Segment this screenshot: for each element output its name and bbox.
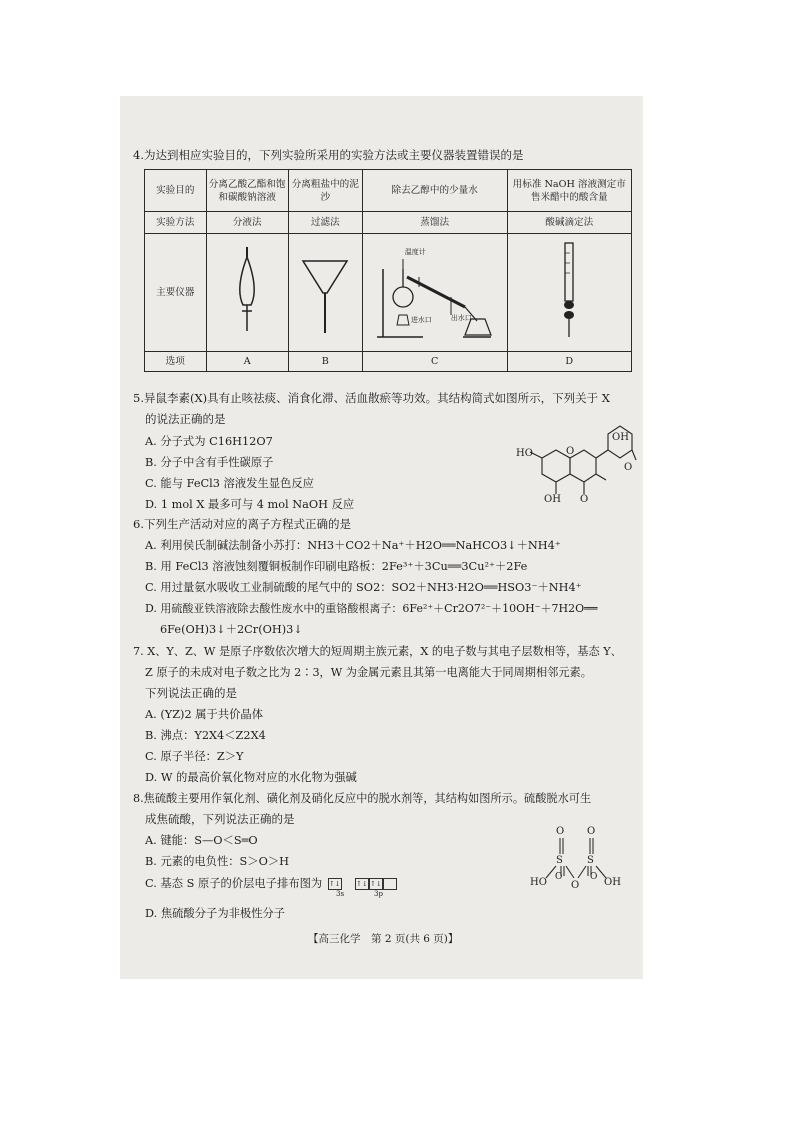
apparatus-b bbox=[288, 234, 362, 352]
q5-option-b: B. 分子中含有手性碳原子 bbox=[145, 456, 274, 469]
pyro-label-o-bridge: O bbox=[571, 880, 580, 891]
q6-stem: 6.下列生产活动对应的离子方程式正确的是 bbox=[133, 517, 351, 531]
purpose-c: 除去乙醇中的少量水 bbox=[362, 170, 507, 212]
row-label-option: 选项 bbox=[145, 352, 207, 372]
q5-option-a: A. 分子式为 C16H12O7 bbox=[145, 435, 273, 448]
q5-stem-line2: 的说法正确的是 bbox=[145, 412, 226, 426]
pyro-label-oh: OH bbox=[604, 877, 621, 888]
struct-label-ho: HO bbox=[516, 448, 533, 459]
q7-option-a: A. (YZ)2 属于共价晶体 bbox=[145, 708, 264, 721]
method-a: 分液法 bbox=[206, 212, 288, 234]
struct-label-o-ketone: O bbox=[580, 494, 589, 505]
q7-stem-line1: 7. X、Y、Z、W 是原子序数依次增大的短周期主族元素，X 的电子数与其电子层数相等，基态 Y、 bbox=[133, 645, 622, 658]
q5-option-c: C. 能与 FeCl3 溶液发生显色反应 bbox=[145, 477, 314, 490]
option-b: B bbox=[288, 352, 362, 372]
q7-option-b: B. 沸点：Y2X4＜Z2X4 bbox=[145, 729, 266, 742]
purpose-b: 分离粗盐中的泥沙 bbox=[288, 170, 362, 212]
struct-label-o-ring: O bbox=[566, 446, 575, 457]
purpose-a: 分离乙酸乙酯和饱和碳酸钠溶液 bbox=[206, 170, 288, 212]
pyro-label-o-bottom-right: O bbox=[590, 872, 598, 882]
pyro-label-o-top-left: O bbox=[556, 826, 565, 837]
pyro-label-o-top-right: O bbox=[587, 826, 596, 837]
struct-label-oh-bottom: OH bbox=[544, 494, 561, 505]
distillation-apparatus-icon bbox=[367, 239, 503, 343]
thermometer-label: 温度计 bbox=[404, 248, 426, 256]
orbital-box-3p-1: ↑↓ bbox=[356, 880, 368, 888]
pyro-label-o-bottom-left: O bbox=[555, 872, 563, 882]
method-d: 酸碱滴定法 bbox=[507, 212, 631, 234]
orbital-box-3p-3 bbox=[383, 878, 397, 890]
method-c: 蒸馏法 bbox=[362, 212, 507, 234]
method-b: 过滤法 bbox=[288, 212, 362, 234]
orbital-label-3p: 3p bbox=[374, 890, 383, 898]
q5-option-d: D. 1 mol X 最多可与 4 mol NaOH 反应 bbox=[145, 498, 355, 511]
q8-option-c bbox=[145, 876, 397, 891]
q8-stem-line2: 成焦硫酸，下列说法正确的是 bbox=[145, 812, 295, 826]
row-label-apparatus: 主要仪器 bbox=[145, 234, 207, 352]
page-footer: 【高三化学 第 2 页(共 6 页)】 bbox=[308, 933, 459, 945]
q4-table bbox=[144, 169, 632, 372]
funnel-icon bbox=[297, 241, 353, 341]
purpose-d: 用标准 NaOH 溶液测定市售米醋中的酸含量 bbox=[507, 170, 631, 212]
row-label-purpose: 实验目的 bbox=[145, 170, 207, 212]
separatory-funnel-icon bbox=[227, 241, 267, 341]
q8-option-b: B. 元素的电负性：S＞O＞H bbox=[145, 855, 290, 868]
orbital-label-3s: 3s bbox=[336, 890, 345, 898]
row-label-method: 实验方法 bbox=[145, 212, 207, 234]
q7-option-d: D. W 的最高价氧化物对应的水化物为强碱 bbox=[145, 771, 357, 784]
q6-option-d-line2: 6Fe(OH)3↓＋2Cr(OH)3↓ bbox=[160, 623, 303, 636]
q4-stem: 4.为达到相应实验目的，下列实验所采用的实验方法或主要仪器装置错误的是 bbox=[133, 148, 524, 162]
water-outlet-label: 出水口 bbox=[450, 314, 472, 322]
struct-label-o-methoxy: O bbox=[624, 462, 633, 473]
option-a: A bbox=[206, 352, 288, 372]
q8-option-a: A. 键能：S—O＜S═O bbox=[145, 834, 258, 847]
q6-option-b: B. 用 FeCl3 溶液蚀刻覆铜板制作印刷电路板：2Fe³⁺＋3Cu══3Cu²⁺＋2Fe bbox=[145, 560, 528, 573]
burette-icon bbox=[554, 239, 584, 343]
q8-option-d: D. 焦硫酸分子为非极性分子 bbox=[145, 907, 286, 920]
q8-stem-line1: 8.焦硫酸主要用作氧化剂、磺化剂及硝化反应中的脱水剂等，其结构如图所示。硫酸脱水可生 bbox=[133, 792, 592, 805]
q7-stem-line3: 下列说法正确的是 bbox=[145, 686, 237, 700]
option-d: D bbox=[507, 352, 631, 372]
q8-option-c-text: C. 基态 S 原子的价层电子排布图为 bbox=[145, 877, 323, 890]
q5-stem-line1: 5.异鼠李素(X)具有止咳祛痰、消食化滞、活血散瘀等功效。其结构简式如图所示，下列关于 X bbox=[133, 391, 610, 405]
pyro-label-s-left: S bbox=[556, 855, 563, 866]
q6-option-a: A. 利用侯氏制碱法制备小苏打：NH3＋CO2＋Na⁺＋H2O══NaHCO3↓＋NH4⁺ bbox=[145, 539, 561, 552]
option-c: C bbox=[362, 352, 507, 372]
apparatus-a bbox=[206, 234, 288, 352]
orbital-box-3s: ↑↓ bbox=[328, 880, 341, 888]
pyro-label-s-right: S bbox=[587, 855, 594, 866]
apparatus-d bbox=[507, 234, 631, 352]
pyro-label-ho: HO bbox=[530, 877, 547, 888]
q7-stem-line2: Z 原子的未成对电子数之比为 2∶3，W 为金属元素且其第一电离能大于同周期相邻元素。 bbox=[145, 666, 592, 679]
q6-option-c: C. 用过量氨水吸收工业制硫酸的尾气中的 SO2：SO2＋NH3·H2O══HSO3⁻＋NH4⁺ bbox=[145, 581, 582, 594]
struct-label-oh-top: OH bbox=[612, 432, 629, 443]
q7-option-c: C. 原子半径：Z＞Y bbox=[145, 750, 244, 763]
orbital-box-3p-2: ↑↓ bbox=[370, 880, 382, 888]
q6-option-d-line1: D. 用硫酸亚铁溶液除去酸性废水中的重铬酸根离子：6Fe²⁺＋Cr2O7²⁻＋10OH⁻＋7H2O══ bbox=[145, 602, 598, 615]
apparatus-c bbox=[362, 234, 507, 352]
water-inlet-label: 进水口 bbox=[410, 316, 432, 324]
